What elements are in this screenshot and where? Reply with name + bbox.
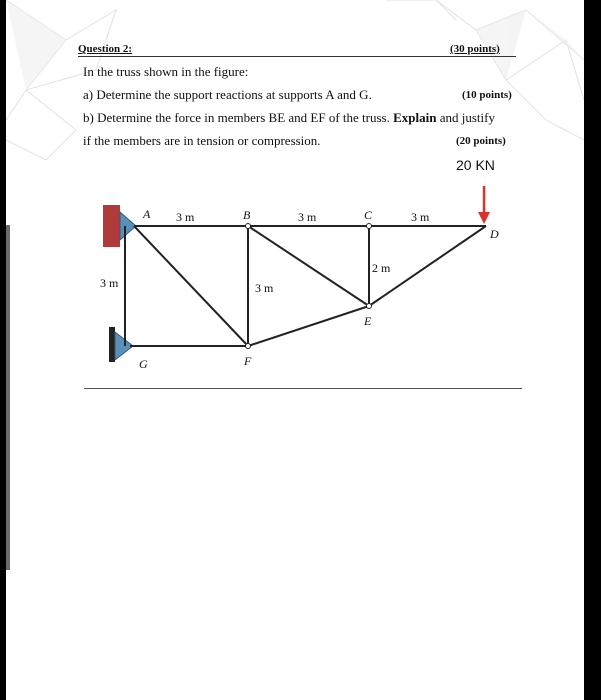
part-a-points: (10 points) — [462, 89, 512, 101]
node-label-c: C — [364, 208, 373, 222]
node-label-d: D — [490, 227, 499, 241]
load-arrow-head — [478, 212, 490, 224]
dim-ab: 3 m — [176, 210, 195, 224]
load-label: 20 KN — [456, 157, 495, 173]
support-a-pin — [120, 212, 136, 240]
question-title: Question 2: — [78, 43, 133, 55]
document-page — [6, 0, 584, 700]
part-b-suffix: and justify — [439, 110, 495, 125]
part-b-line2: if the members are in tension or compression. — [83, 133, 321, 148]
node-label-e: E — [364, 314, 372, 328]
question-intro: In the truss shown in the figure: — [83, 64, 249, 79]
node-label-g: G — [139, 357, 148, 371]
support-g-wall — [109, 327, 115, 362]
part-b-bold: Explain — [393, 110, 437, 125]
dim-bf: 3 m — [255, 281, 274, 295]
node-label-b: B — [243, 208, 251, 222]
dim-bc: 3 m — [298, 210, 317, 224]
dim-cd: 3 m — [411, 210, 430, 224]
dim-ce: 2 m — [372, 261, 391, 275]
member-ef — [248, 306, 369, 346]
member-af — [134, 226, 248, 346]
joint-e — [367, 304, 372, 309]
support-a-wall — [103, 205, 120, 247]
part-a-text: a) Determine the support reactions at supports A and G. — [83, 87, 372, 102]
joint-c — [367, 224, 372, 229]
question-points: (30 points) — [450, 43, 500, 55]
part-b-points: (20 points) — [456, 135, 506, 147]
joint-f — [246, 344, 251, 349]
node-label-f: F — [244, 354, 252, 368]
truss-figure — [6, 0, 584, 400]
part-b-prefix: b) Determine the force in members BE and EF of the truss. — [83, 110, 390, 125]
dim-ag: 3 m — [100, 276, 119, 290]
bottom-rule — [84, 388, 522, 389]
joint-b — [246, 224, 251, 229]
node-label-a: A — [143, 207, 151, 221]
